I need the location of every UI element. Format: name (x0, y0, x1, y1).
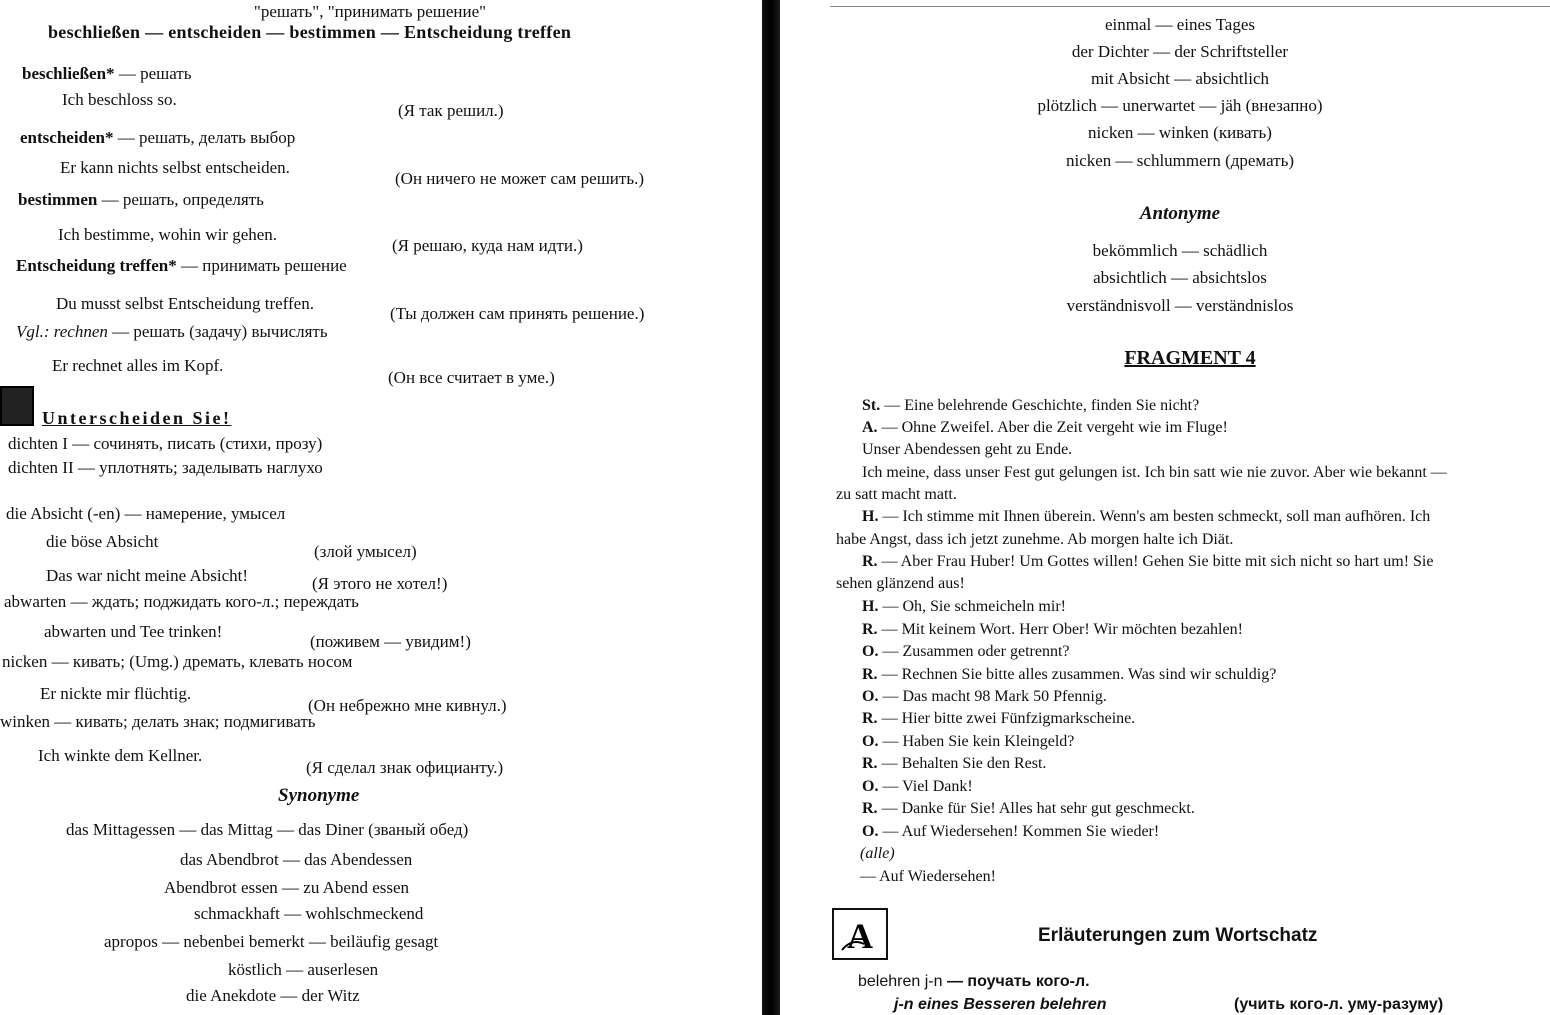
dialogue-line (862, 396, 1199, 416)
book-icon (0, 386, 34, 426)
entry-translation: (Он все считает в уме.) (388, 368, 555, 387)
speaker: R. (862, 553, 878, 570)
antonym-row: absichtlich — absichtslos (1093, 268, 1267, 287)
entry-term: entscheiden* (20, 128, 114, 147)
letter-a-icon (832, 908, 888, 960)
antonyme-title: Antonyme (1139, 203, 1221, 224)
entry-term: Entscheidung treffen* (16, 256, 177, 275)
synonym-row: mit Absicht — absichtlich (1090, 69, 1269, 88)
line-text: — Viel Dank! (878, 778, 973, 795)
entry-translation: (Ты должен сам принять решение.) (390, 304, 645, 323)
entry-example: Du musst selbst Entscheidung treffen. (56, 294, 314, 313)
entry-example: abwarten und Tee trinken! (44, 622, 223, 641)
entry-row (0, 712, 316, 732)
dialogue-line (862, 620, 1243, 640)
entry-meaning: — намерение, умысел (124, 504, 286, 523)
entry-row (4, 592, 359, 612)
speaker: R. (862, 800, 878, 817)
unterscheiden-title: Unterscheiden Sie! (42, 408, 232, 428)
entry-meaning: — кивать; делать знак; подмигивать (54, 712, 316, 731)
synonym-row: plötzlich — unerwartet — jäh (внезапно) (1037, 96, 1323, 115)
entry-row (16, 322, 328, 342)
synonym-row: das Mittagessen — das Mittag — das Diner (званый обед) (66, 820, 469, 839)
dialogue-line (862, 732, 1074, 752)
entry-meaning: — принимать решение (180, 256, 347, 275)
line-text: — Das macht 98 Mark 50 Pfennig. (878, 688, 1107, 705)
speaker: H. (862, 598, 879, 615)
speaker: R. (862, 710, 878, 727)
entry-meaning: — решать, делать выбор (117, 128, 296, 147)
vocab-term: belehren j-n (858, 973, 943, 990)
entry-meaning: — решать, определять (101, 190, 264, 209)
entry-term: nicken (2, 652, 48, 671)
speaker: R. (862, 755, 878, 772)
entry-example: Ich winkte dem Kellner. (38, 746, 203, 765)
entry-example: Er nickte mir flüchtig. (40, 684, 192, 703)
entry-row (8, 458, 323, 478)
entry-row (22, 64, 192, 84)
line-text: — Aber Frau Huber! Um Gottes willen! Gehen Sie bitte mit sich nicht so hart um! Sie (877, 553, 1434, 570)
speaker: O. (862, 643, 879, 660)
entry-translation: (Я так решил.) (398, 101, 504, 120)
entry-term: die Absicht (-en) (6, 504, 121, 523)
fragment-title: FRAGMENT 4 (1124, 347, 1256, 369)
line-text: — Haben Sie kein Kleingeld? (878, 733, 1075, 750)
dialogue-line (836, 485, 957, 505)
synonym-row: nicken — winken (кивать) (1088, 123, 1272, 142)
dialogue-line (862, 822, 1159, 842)
entry-translation: (Я решаю, куда нам идти.) (392, 236, 583, 255)
line-text: — Hier bitte zwei Fünfzigmarkscheine. (877, 710, 1136, 727)
entry-term: winken (0, 712, 51, 731)
line-text: — Danke für Sie! Alles hat sehr gut geschmeckt. (877, 800, 1195, 817)
dialogue-line (862, 552, 1433, 572)
dialogue-line (860, 844, 895, 864)
synonym-row: köstlich — auserlesen (228, 960, 379, 979)
speaker: A. (862, 419, 878, 436)
entry-row (16, 256, 347, 276)
synonym-row: der Dichter — der Schriftsteller (1071, 42, 1289, 61)
speaker: O. (862, 733, 879, 750)
entry-meaning: — сочинять, писать (стихи, прозу) (72, 434, 323, 453)
entry-translation: (поживем — увидим!) (310, 632, 471, 651)
synonym-row: das Abendbrot — das Abendessen (180, 850, 413, 869)
entry-term: beschließen* (22, 64, 115, 83)
speaker: H. (862, 508, 879, 525)
entry-translation: (Я этого не хотел!) (312, 574, 448, 593)
entry-term: bestimmen (18, 190, 98, 209)
line-text: — Ohne Zweifel. Aber die Zeit vergeht wie im Fluge! (877, 419, 1228, 436)
line-text: Unser Abendessen geht zu Ende. (862, 441, 1073, 458)
dialogue-line (836, 574, 965, 594)
dialogue-line (862, 463, 1447, 483)
entry-meaning: — кивать; (Umg.) дремать, клевать носом (51, 652, 353, 671)
entry-term: abwarten (4, 592, 67, 611)
entry-example: Das war nicht meine Absicht! (46, 566, 249, 585)
entry-example: Er rechnet alles im Kopf. (52, 356, 224, 375)
vocab-row (858, 972, 1090, 992)
dialogue-line (836, 530, 1233, 550)
line-text: — Ich stimme mit Ihnen überein. Wenn's am besten schmeckt, soll man aufhören. Ich (878, 508, 1431, 525)
entry-row (18, 190, 264, 210)
vocab-example: j-n eines Besseren belehren (894, 996, 1107, 1013)
line-text: — Oh, Sie schmeicheln mir! (878, 598, 1066, 615)
right-page (780, 0, 1550, 1015)
dialogue-line (862, 440, 1072, 460)
line-text: — Eine belehrende Geschichte, finden Sie nicht? (880, 397, 1200, 414)
dialogue-line (862, 754, 1046, 774)
synonym-row: nicken — schlummern (дремать) (1065, 151, 1295, 170)
line-text: — Mit keinem Wort. Herr Ober! Wir möchten bezahlen! (877, 621, 1243, 638)
left-page (0, 0, 762, 1015)
vocab-meaning: — поучать кого-л. (946, 973, 1090, 990)
entry-example: die böse Absicht (46, 532, 159, 551)
book-spine (762, 0, 780, 1015)
dialogue-line (862, 418, 1228, 438)
speaker: O. (862, 688, 879, 705)
header-phrase: "решать", "принимать решение" (253, 2, 487, 21)
speaker: O. (862, 778, 879, 795)
line-text: — Zusammen oder getrennt? (878, 643, 1070, 660)
entry-translation: (Он ничего не может сам решить.) (395, 169, 644, 188)
line-text: habe Angst, dass ich jetzt zunehme. Ab morgen halte ich Diät. (836, 531, 1234, 548)
line-text: — Rechnen Sie bitte alles zusammen. Was sind wir schuldig? (877, 666, 1277, 683)
dialogue-line (862, 777, 973, 797)
header-words: beschließen — entscheiden — bestimmen — Entscheidung treffen (48, 22, 572, 42)
entry-example: Er kann nichts selbst entscheiden. (60, 158, 290, 177)
synonyme-title: Synonyme (278, 785, 360, 806)
speaker: St. (862, 397, 881, 414)
line-text: sehen glänzend aus! (836, 575, 965, 592)
entry-term: dichten II (8, 458, 74, 477)
line-text: — Behalten Sie den Rest. (877, 755, 1047, 772)
speaker: R. (862, 621, 878, 638)
synonym-row: apropos — nebenbei bemerkt — beiläufig gesagt (104, 932, 439, 951)
entry-meaning: — уплотнять; заделывать наглухо (77, 458, 323, 477)
icon-letter: A (847, 916, 873, 956)
entry-example: Ich bestimme, wohin wir gehen. (58, 225, 278, 244)
entry-translation: (злой умысел) (314, 542, 417, 561)
entry-term: Vgl.: rechnen (16, 322, 108, 341)
dialogue-line (862, 687, 1107, 707)
speaker: R. (862, 666, 878, 683)
dialogue-line (862, 507, 1430, 527)
line-text: (alle) (860, 845, 895, 862)
erlaeuterungen-title: Erläuterungen zum Wortschatz (1038, 925, 1318, 946)
vocab-translation: (учить кого-л. уму-разуму) (1234, 996, 1444, 1013)
entry-meaning: — решать (118, 64, 192, 83)
line-text: Ich meine, dass unser Fest gut gelungen ist. Ich bin satt wie nie zuvor. Aber wie bekannt — (862, 464, 1447, 481)
line-text: zu satt macht matt. (836, 486, 957, 503)
top-rule (830, 6, 1550, 7)
entry-row (6, 504, 285, 524)
synonym-row: die Anekdote — der Witz (186, 986, 360, 1005)
speaker: O. (862, 823, 879, 840)
synonym-row: schmackhaft — wohlschmeckend (194, 904, 424, 923)
entry-meaning: — ждать; поджидать кого-л.; переждать (70, 592, 359, 611)
dialogue-line (862, 597, 1066, 617)
entry-row (8, 434, 322, 454)
entry-meaning: — решать (задачу) вычислять (112, 322, 328, 341)
line-text: — Auf Wiedersehen! (860, 868, 996, 885)
dialogue-line (860, 867, 996, 887)
dialogue-line (862, 665, 1276, 685)
entry-example: Ich beschloss so. (62, 90, 177, 109)
entry-row (2, 652, 352, 672)
dialogue-line (862, 709, 1135, 729)
entry-translation: (Я сделал знак официанту.) (306, 758, 504, 777)
antonym-row: bekömmlich — schädlich (1092, 241, 1268, 260)
line-text: — Auf Wiedersehen! Kommen Sie wieder! (878, 823, 1160, 840)
synonym-row: einmal — eines Tages (1104, 15, 1256, 34)
dialogue-line (862, 799, 1195, 819)
dialogue-line (862, 642, 1070, 662)
entry-translation: (Он небрежно мне кивнул.) (308, 696, 507, 715)
entry-term: dichten I (8, 434, 68, 453)
synonym-row: Abendbrot essen — zu Abend essen (164, 878, 410, 897)
antonym-row: verständnisvoll — verständnislos (1066, 296, 1294, 315)
entry-row (20, 128, 295, 148)
